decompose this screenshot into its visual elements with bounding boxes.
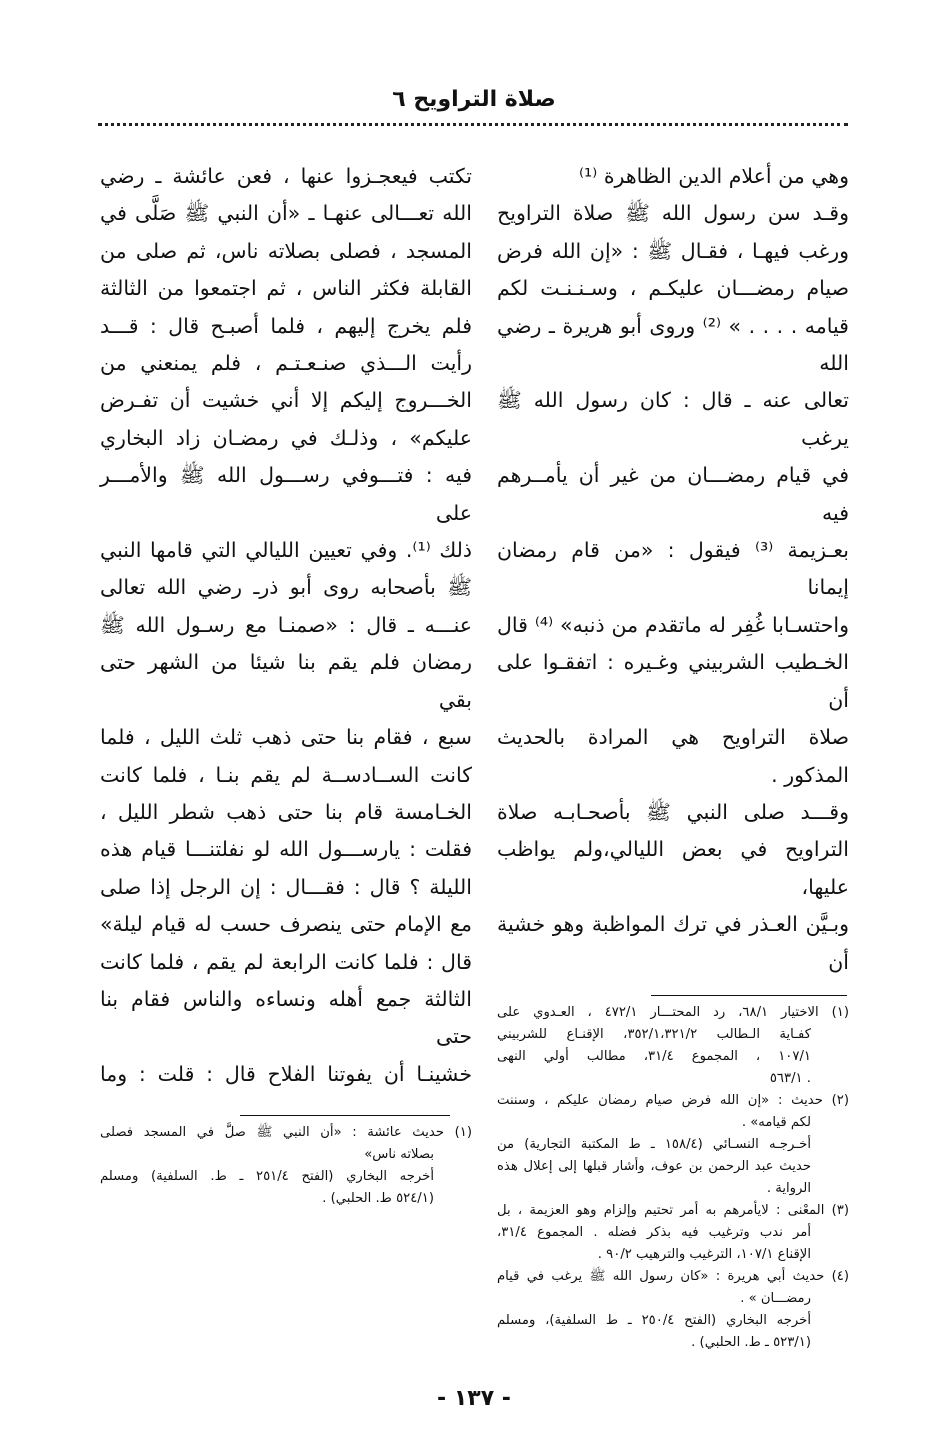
text-line: تعالى عنه ـ قال : كان رسول الله ﷺ يرغب — [497, 388, 849, 450]
text-line: (٢) حديث : «إن الله فرض صيام رمضان عليكم ، وسننت — [497, 1092, 849, 1108]
text-line: الرواية . — [766, 1180, 811, 1196]
text-line: الخـامسة قام بنا حتى ذهب شطر الليل ، — [100, 799, 472, 824]
text-line: رمضـــان » . — [740, 1290, 811, 1306]
text-line: صلاة التراويح هي المرادة بالحديث المذكور . — [497, 725, 849, 787]
text-line: وهي من أعلام الدين الظاهرة ⁽¹⁾ — [579, 164, 849, 188]
text-line: قال : فلما كانت الرابعة لم يقم ، فلما كانت — [100, 949, 472, 974]
running-header-title: صلاة التراويح ٦ — [392, 87, 556, 112]
text-line: الثالثة جمع أهله ونساءه والناس فقام بنا حتى — [100, 986, 472, 1049]
text-line: بعـزيمة ⁽³⁾ فيقول : «من قام رمضان إيمانا — [497, 538, 849, 600]
text-line: حديث عبد الرحمن بن عوف، وأشار قبلها إلى إعلال هذه — [497, 1158, 811, 1174]
text-line: أخرجه البخاري (الفتح ٢٥١/٤ ـ ط. السلفية) ومسلم — [100, 1169, 434, 1185]
footnote — [497, 1200, 849, 1266]
page-number: - ١٣٧ - — [437, 1385, 511, 1411]
text-line: سبع ، فقام بنا حتى ذهب ثلث الليل ، فلما — [100, 725, 472, 750]
text-line: مع الإمام حتى ينصرف حسب له قيام ليلة» — [100, 912, 472, 937]
text-line: كفـاية الـطالب ٣٥٢/١،٣٢١/٢، الإقنـاع للشربيني — [497, 1026, 811, 1042]
text-line: (٥٢٤/١ ط. الحلبي) . — [322, 1191, 434, 1207]
text-line: الخـطيب الشربيني وغـيره : اتفقـوا على أن — [497, 650, 849, 712]
right-text-column — [497, 158, 849, 981]
right-footnote-rule — [651, 995, 847, 996]
text-line: القابلة فكثر الناس ، ثم اجتمعوا من الثالثة — [100, 276, 472, 301]
page-body — [100, 158, 849, 1354]
footnote — [497, 1266, 849, 1354]
text-line: الله تعـــالى عنهـا ـ «أن النبي ﷺ صَلَّى في — [100, 201, 472, 226]
text-line: كانت الســادســة لم يقم بنـا ، فلما كانت — [100, 762, 472, 787]
right-footnotes — [497, 1002, 849, 1354]
text-line: الليلة ؟ قال : فقـــال : إن الرجل إذا صلى — [100, 874, 472, 899]
text-line: خشينـا أن يفوتنا الفلاح قال : قلت : وما — [100, 1061, 472, 1086]
text-line: وقـــد صلى النبي ﷺ بأصحـابـه صلاة — [497, 799, 849, 824]
text-line: فيه : فتـــوفي رســـول الله ﷺ والأمـــر على — [100, 463, 472, 525]
text-line: رمضان فلم يقم بنا شيئا من الشهر حتى بقي — [100, 650, 472, 712]
text-line: الخـــروج إليكم إلا أني خشيت أن تفـرض — [100, 388, 472, 413]
text-line: (٤) حديث أبي هريرة : «كان رسول الله ﷺ يرغب في قيام — [497, 1268, 849, 1284]
text-line: وقـد سن رسول الله ﷺ صلاة التراويح — [497, 201, 849, 226]
text-line: (٣) المعْنى : لايأمرهم به أمر تحتيم وإلزام وهو العزيمة ، بل — [497, 1202, 849, 1218]
header-dotted-rule — [98, 123, 848, 126]
text-line: ورغب فيهـا ، فقـال ﷺ : «إن الله فرض — [497, 238, 849, 263]
text-line: صيام رمضـــان عليكـم ، وسـنـنـت لكم — [497, 276, 849, 301]
text-line: ١٠٧/١ ، المجموع ٣١/٤، مطالب أولي النهى — [497, 1048, 811, 1064]
footnote — [497, 1090, 849, 1200]
left-footnote-rule — [240, 1115, 450, 1116]
text-line: عليكم» ، وذلـك في رمضـان زاد البخاري — [100, 425, 472, 450]
text-line: ذلك ⁽¹⁾. وفي تعيين الليالي التي قامها النبي — [100, 538, 472, 563]
text-line: بصلاته ناس» — [364, 1147, 434, 1163]
left-text-column — [100, 158, 472, 1101]
right-column-block — [497, 158, 849, 1354]
left-column-block — [100, 158, 472, 1354]
text-line: التراويح في بعض الليالي،ولم يواظب عليها، — [497, 837, 849, 899]
text-line: تكتب فيعجـزوا عنها ، فعن عائشة ـ رضي — [100, 164, 472, 188]
text-line: أخرجه البخاري (الفتح ٢٥٠/٤ ـ ط السلفية)، ومسلم — [497, 1312, 811, 1328]
footnote — [497, 1002, 849, 1090]
text-line: ﷺ بأصحابه روى أبو ذرـ رضي الله تعالى — [100, 575, 472, 600]
text-line: فقلت : يارســـول الله لو نفلتنـــا قيام هذه — [100, 837, 472, 862]
text-line: وبـيَّن العـذر في ترك المواظبة وهو خشية أن — [497, 912, 849, 974]
text-line: قيامه . . . . » ⁽²⁾ وروى أبو هريرة ـ رضي الله — [497, 313, 849, 376]
text-line: (١) حديث عائشة : «أن النبي ﷺ صلَّ في المسجد فصلى — [100, 1125, 472, 1141]
text-line: فلم يخرج إليهم ، فلما أصبـح قال : قـــد — [100, 313, 472, 338]
text-line: عنـــه ـ قال : «صمنـا مع رسـول الله ﷺ — [100, 612, 472, 637]
text-line: الإقناع ١٠٧/١، الترغيب والترهيب ٩٠/٢ . — [597, 1246, 811, 1262]
text-line: (١) الاختيار ٦٨/١، رد المحتـــار ٤٧٢/١ ، العـدوي على — [497, 1004, 849, 1020]
text-line: (٥٢٣/١ ـ ط. الحلبي) . — [691, 1334, 811, 1350]
footnote — [100, 1122, 472, 1210]
text-line: . ٥٦٣/١ — [769, 1070, 811, 1086]
text-line: رأيت الـــذي صنـعـتـم ، فلم يمنعني من — [100, 351, 472, 376]
text-line: أخـرجـه النسـائي (١٥٨/٤ ـ ط المكتبة التجارية) من — [497, 1136, 812, 1152]
left-footnotes — [100, 1122, 472, 1210]
text-line: في قيام رمضـــان من غير أن يأمــرهم فيه — [497, 463, 849, 525]
text-line: لكم قيامه» . — [741, 1114, 811, 1130]
text-line: واحتسـابا غُفِر له ماتقدم من ذنبه» ⁽⁴⁾ قال — [497, 612, 849, 637]
text-line: أمر ندب وترغيب فيه بذكر فضله . المجموع ٣١/٤، — [497, 1224, 811, 1240]
text-line: المسجد ، فصلى بصلاته ناس، ثم صلى من — [100, 238, 472, 263]
